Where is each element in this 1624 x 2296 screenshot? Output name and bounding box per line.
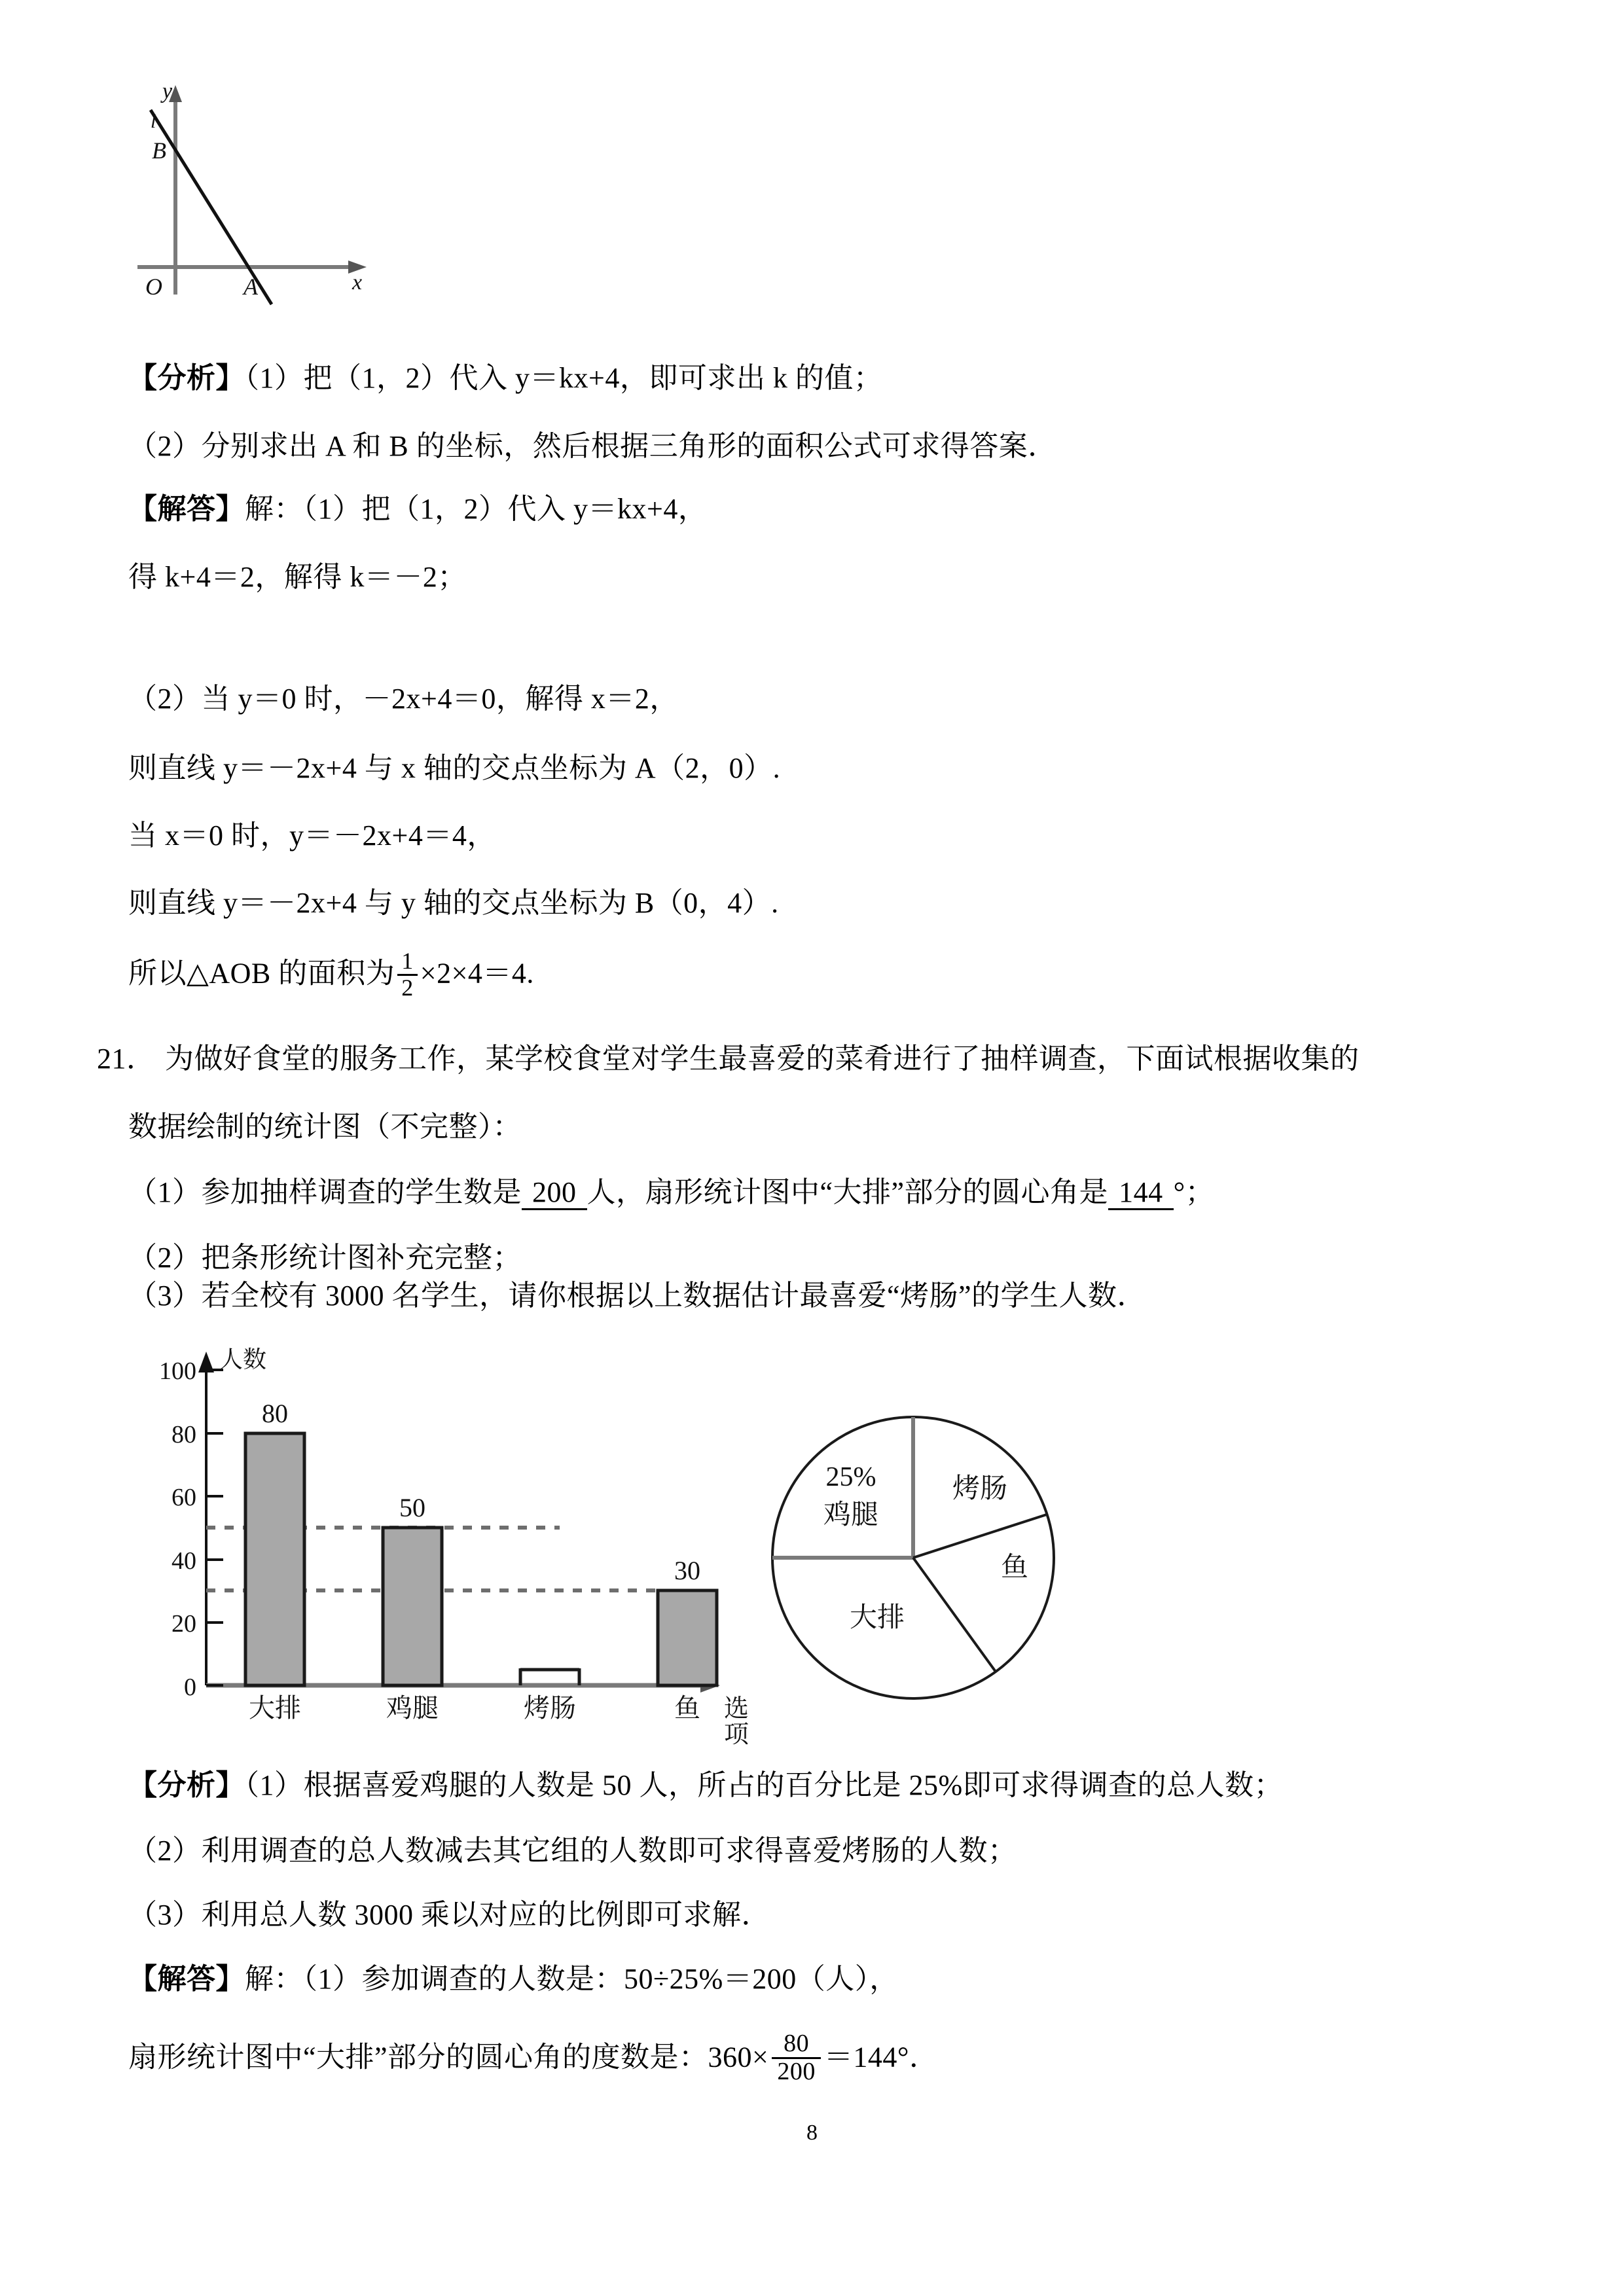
line-graph-figure [131,79,393,340]
problem20-answer-line1 [128,495,707,524]
area-suffix: ×2×4＝4. [420,957,534,990]
bar-chart-figure [128,1338,756,1744]
problem21-stem-line2: 数据绘制的统计图（不完整）： [128,1111,522,1143]
bar-chart-ytick-0: 0 [184,1674,196,1701]
bar-yu [658,1590,717,1685]
pie-label-jitui: 鸡腿 [823,1500,879,1530]
fraction-one-half [397,949,418,1001]
line-graph-svg [131,79,393,340]
problem21-analysis-line1-text: （1）根据喜爱鸡腿的人数是 50 人，所占的百分比是 25%即可求得调查的总人数； [245,1769,1284,1801]
fraction-80-over-200 [772,2031,821,2085]
part1-answer-blank-1[interactable]: 200 [522,1178,587,1210]
problem21-analysis-line2: （2）利用调查的总人数减去其它组的人数即可求得喜爱烤肠的人数； [128,1835,1017,1867]
point-b-label: B [152,137,166,164]
part1-text-b: 人，扇形统计图中“大排”部分的圆心角是 [586,1176,1109,1208]
page-number: 8 [806,2121,818,2145]
origin-label: O [145,274,162,300]
angle-prefix: 扇形统计图中“大排”部分的圆心角的度数是：360× [128,2041,769,2073]
bar-chart-xlabel-char1: 选 [723,1695,749,1723]
problem21-answer-line2 [128,2030,939,2087]
bar-kaochang-missing-marks [520,1668,579,1685]
problem20-analysis-line1 [128,364,882,393]
problem20-answer-line3: （2）当 y＝0 时，－2x+4＝0，解得 x＝2， [128,683,679,715]
problem21-number: 21． [97,1043,156,1075]
part1-text-c: °； [1173,1176,1215,1208]
bar-value-label-jitui: 50 [399,1493,425,1522]
part1-text-a: （1）参加抽样调查的学生数是 [128,1176,522,1208]
angle-suffix: ＝144°． [823,2041,939,2073]
pie-chart-figure [753,1401,1080,1721]
analysis-line1-text: （1）把（1，2）代入 y＝kx+4，即可求出 k 的值； [245,362,883,394]
problem21-answer-line1-text: 解：（1）参加调查的人数是：50÷25%＝200（人）， [245,1963,899,1995]
pie-label-dapai: 大排 [849,1603,905,1633]
problem21-part2: （2）把条形统计图补充完整； [128,1242,522,1274]
area-prefix: 所以△AOB 的面积为 [128,957,395,990]
bar-category-label-yu: 鱼 [674,1693,700,1723]
fraction-numerator-80: 80 [784,2030,810,2057]
bar-category-label-jitui: 鸡腿 [386,1693,439,1723]
problem20-analysis-line2: （2）分别求出 A 和 B 的坐标，然后根据三角形的面积公式可求得答案． [128,430,1057,462]
bar-category-label-kaochang: 烤肠 [524,1693,576,1723]
bar-dapai [245,1433,304,1685]
bar-chart-ytick-100: 100 [159,1357,196,1385]
answer-line1-text: 解：（1）把（1，2）代入 y＝kx+4， [245,493,708,525]
answer-tag: 【解答】 [128,493,245,525]
problem21-answer-tag: 【解答】 [128,1963,245,1995]
fraction-numerator: 1 [401,948,414,974]
bar-chart-ytick-40: 40 [171,1547,196,1575]
pie-percent-label-jitui: 25% [825,1462,876,1492]
bar-value-label-dapai: 80 [262,1399,288,1428]
problem21-part1 [128,1178,1214,1210]
y-axis-label: y [162,79,173,103]
bar-category-label-dapai: 大排 [249,1693,301,1723]
pie-chart-svg [753,1401,1080,1721]
part1-answer-blank-2[interactable]: 144 [1108,1178,1174,1210]
bar-chart-ylabel: 人数 [219,1346,267,1372]
fraction-denominator: 2 [397,974,418,1001]
problem21-analysis-line3: （3）利用总人数 3000 乘以对应的比例即可求解． [128,1899,770,1931]
bar-chart-xlabel-char2: 项 [723,1721,749,1744]
bar-chart-svg [128,1338,756,1744]
problem20-answer-line4: 则直线 y＝－2x+4 与 x 轴的交点坐标为 A（2，0）. [128,752,781,784]
fraction-denominator-200: 200 [772,2057,821,2085]
bar-jitui [383,1528,442,1685]
problem21-stem-line1: 为做好食堂的服务工作，某学校食堂对学生最喜爱的菜肴进行了抽样调查，下面试根据收集的 [165,1043,1360,1075]
point-a-label: A [244,274,258,300]
problem20-answer-line2: 得 k+4＝2，解得 k＝－2； [128,561,467,593]
analysis-tag: 【分析】 [128,362,245,394]
bar-chart-ytick-20: 20 [171,1610,196,1638]
problem21-analysis-tag: 【分析】 [128,1769,245,1801]
bar-value-label-yu: 30 [674,1556,700,1585]
problem20-answer-line5: 当 x＝0 时，y＝－2x+4＝4， [128,819,496,852]
pie-label-yu: 鱼 [1000,1552,1029,1583]
line-label-l: l [151,111,156,132]
problem21-answer-line1 [128,1965,899,1994]
problem21-analysis-line1 [128,1771,1283,1800]
problem20-answer-line7 [128,950,534,1002]
pie-label-kaochang: 烤肠 [952,1474,1008,1504]
problem21-part3: （3）若全校有 3000 名学生，请你根据以上数据估计最喜爱“烤肠”的学生人数． [128,1280,1147,1312]
problem20-answer-line6: 则直线 y＝－2x+4 与 y 轴的交点坐标为 B（0，4）. [128,887,779,919]
x-axis-label: x [352,270,363,295]
bar-chart-ytick-60: 60 [171,1484,196,1511]
bar-chart-ytick-80: 80 [171,1421,196,1448]
